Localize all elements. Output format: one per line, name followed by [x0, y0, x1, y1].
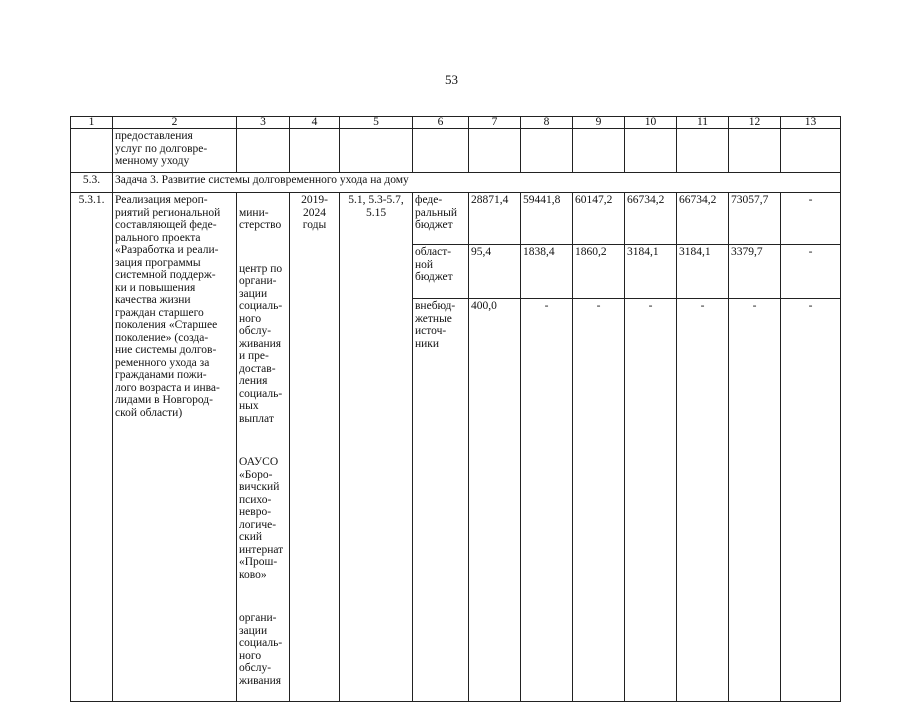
- column-number: 5: [340, 117, 413, 129]
- funding-value: 1838,4: [521, 245, 573, 299]
- measure-row-federal: [71, 193, 841, 245]
- table-cell: [290, 129, 340, 173]
- funding-value: 1860,2: [573, 245, 625, 299]
- column-number: 10: [625, 117, 677, 129]
- column-number: 13: [781, 117, 841, 129]
- executor-gap: [239, 594, 287, 600]
- indicators-cell: 5.1, 5.3-5.7, 5.15: [340, 193, 413, 702]
- table-cell: [729, 129, 781, 173]
- column-number: 6: [413, 117, 469, 129]
- executor-center: центр по органи- зации социаль- ного обслу- живания и пре- достав- ления социаль- ных выплат: [239, 262, 283, 425]
- table-cell: [521, 129, 573, 173]
- column-number: 12: [729, 117, 781, 129]
- funding-value: 3184,1: [677, 245, 729, 299]
- continuation-text: предоставления услуг по долговре- менному уходу: [113, 129, 237, 173]
- funding-value: 66734,2: [625, 193, 677, 245]
- program-table: [70, 116, 841, 702]
- funding-value: -: [729, 299, 781, 701]
- funding-value: 3184,1: [625, 245, 677, 299]
- column-number: 2: [113, 117, 237, 129]
- table-cell: [625, 129, 677, 173]
- table-cell: [781, 129, 841, 173]
- table-cell: [469, 129, 521, 173]
- executor-ministry: мини- стерство: [239, 206, 282, 231]
- executors-cell: [237, 193, 290, 702]
- funding-source: област- ной бюджет: [413, 245, 469, 299]
- page-number: 53: [445, 72, 458, 87]
- executor-gap: [239, 438, 287, 444]
- table-cell: [677, 129, 729, 173]
- funding-value: -: [781, 299, 841, 701]
- column-number-row: [71, 117, 841, 129]
- period-cell: 2019- 2024 годы: [290, 193, 340, 702]
- funding-value: 66734,2: [677, 193, 729, 245]
- table-cell: [237, 129, 290, 173]
- executor-organizations: органи- зации социаль- ного обслу- живания: [239, 612, 283, 687]
- funding-value: -: [521, 299, 573, 701]
- funding-value: -: [781, 245, 841, 299]
- task-title: Задача 3. Развитие системы долговременного ухода на дому: [113, 173, 841, 193]
- column-number: 7: [469, 117, 521, 129]
- column-number: 3: [237, 117, 290, 129]
- funding-value: 28871,4: [469, 193, 521, 245]
- funding-value: -: [625, 299, 677, 701]
- column-number: 9: [573, 117, 625, 129]
- column-number: 1: [71, 117, 113, 129]
- measure-description: Реализация мероп- риятий региональной составляющей феде- рального проекта «Разработка и реали- зация программы системной поддерж- ки и повышения качества жизни граждан старшего поколения «Старшее поколение» (созда- ние системы долгов- ременного ухода за гражданами пожи- лого возраста и инва- лидами в Новгород- ской области): [113, 193, 237, 702]
- funding-source: внебюд- жетные источ- ники: [413, 299, 469, 701]
- task-number: 5.3.: [71, 173, 113, 193]
- funding-value: -: [781, 193, 841, 245]
- column-number: 4: [290, 117, 340, 129]
- funding-value: 60147,2: [573, 193, 625, 245]
- funding-value: 3379,7: [729, 245, 781, 299]
- funding-value: 59441,8: [521, 193, 573, 245]
- table-cell: [413, 129, 469, 173]
- funding-source: феде- ральный бюджет: [413, 193, 469, 245]
- executor-gap: [239, 244, 287, 250]
- continuation-row: [71, 129, 841, 173]
- task-row: [71, 173, 841, 193]
- funding-value: -: [677, 299, 729, 701]
- column-number: 11: [677, 117, 729, 129]
- column-number: 8: [521, 117, 573, 129]
- executor-boarding-school: ОАУСО «Боро- вичский психо- невро- логиче- ский интернат «Прош- ково»: [239, 456, 284, 581]
- funding-value: -: [573, 299, 625, 701]
- table-cell: [573, 129, 625, 173]
- measure-number: 5.3.1.: [71, 193, 113, 702]
- funding-value: 400,0: [469, 299, 521, 701]
- table-cell: [340, 129, 413, 173]
- table-cell: [71, 129, 113, 173]
- funding-value: 73057,7: [729, 193, 781, 245]
- funding-value: 95,4: [469, 245, 521, 299]
